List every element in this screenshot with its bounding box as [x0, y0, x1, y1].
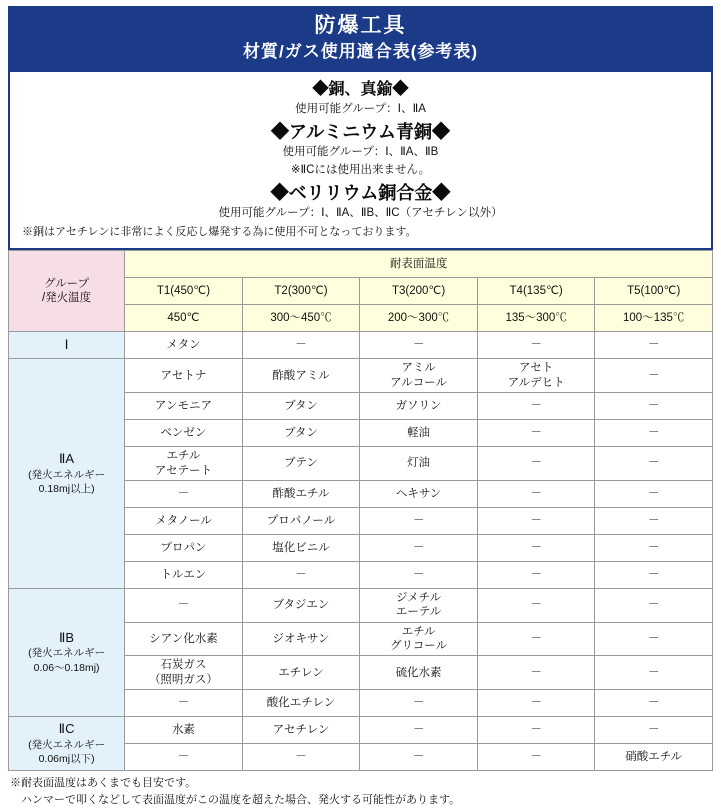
group-energy-note: (発火エネルギー 0.06〜0.18mj)	[28, 647, 106, 674]
table-cell: －	[595, 690, 713, 717]
table-cell: －	[477, 622, 595, 656]
footnote-line-2: ハンマーで叩くなどして表面温度がこの温度を超えた場合、発火する可能性があります。	[21, 793, 461, 806]
table-cell: －	[595, 420, 713, 447]
note-heading: ◆ベリリウム銅合金◆	[270, 182, 451, 203]
note-block-beryllium-copper	[20, 181, 701, 223]
temp-range-header: 450℃	[125, 305, 243, 332]
temp-class-header: T2(300℃)	[242, 278, 360, 305]
table-cell: －	[477, 690, 595, 717]
table-cell: －	[360, 690, 478, 717]
temp-class-header: T4(135℃)	[477, 278, 595, 305]
table-cell: 酢酸エチル	[242, 480, 360, 507]
table-cell: －	[477, 420, 595, 447]
table-cell: －	[595, 588, 713, 622]
note-line: 使用可能グループ：Ⅰ、ⅡA	[295, 102, 426, 115]
temp-class-header: T5(100℃)	[595, 278, 713, 305]
material-notes	[8, 72, 713, 250]
note-block-copper-brass	[20, 79, 701, 118]
table-cell: －	[242, 332, 360, 359]
table-cell: 石炭ガス （照明ガス）	[125, 656, 243, 690]
table-cell: メタノール	[125, 507, 243, 534]
table-cell: ジメチル エーテル	[360, 588, 478, 622]
table-cell: －	[360, 744, 478, 771]
table-cell: －	[595, 656, 713, 690]
table-cell: －	[477, 588, 595, 622]
table-cell: アセト アルデヒト	[477, 359, 595, 393]
table-cell: 水素	[125, 717, 243, 744]
table-cell: エチレン	[242, 656, 360, 690]
table-header-row	[9, 251, 713, 278]
table-cell: －	[477, 393, 595, 420]
table-cell: －	[477, 534, 595, 561]
table-cell: －	[595, 393, 713, 420]
table-cell: 酢酸アミル	[242, 359, 360, 393]
table-cell: －	[477, 332, 595, 359]
table-cell: プロパン	[125, 534, 243, 561]
table-cell: －	[125, 588, 243, 622]
table-cell: －	[595, 717, 713, 744]
table-cell: ブタジエン	[242, 588, 360, 622]
table-cell: 硫化水素	[360, 656, 478, 690]
table-cell: －	[125, 480, 243, 507]
table-cell: ブタン	[242, 393, 360, 420]
group-label	[9, 332, 125, 359]
table-cell: －	[595, 332, 713, 359]
table-cell: エチル アセテート	[125, 447, 243, 481]
table-cell: －	[595, 447, 713, 481]
page-title: 防爆工具	[314, 14, 407, 37]
note-line: 使用可能グループ：Ⅰ、ⅡA、ⅡB	[282, 146, 439, 159]
table-cell: －	[595, 534, 713, 561]
table-row	[9, 332, 713, 359]
temp-class-header: T1(450℃)	[125, 278, 243, 305]
compatibility-table	[8, 250, 713, 771]
table-cell: シアン化水素	[125, 622, 243, 656]
table-cell: メタン	[125, 332, 243, 359]
group-label	[9, 588, 125, 716]
table-cell: ヘキサン	[360, 480, 478, 507]
table-cell: －	[477, 717, 595, 744]
note-line: 使用可能グループ：Ⅰ、ⅡA、ⅡB、ⅡC（アセチレン以外）	[218, 207, 503, 220]
note-block-aluminum-bronze	[20, 120, 701, 179]
table-cell: －	[477, 561, 595, 588]
temp-range-header: 200〜300℃	[360, 305, 478, 332]
table-cell: エチル グリコール	[360, 622, 478, 656]
group-name: ⅡC	[58, 721, 75, 737]
table-cell: 硝酸エチル	[595, 744, 713, 771]
table-cell: －	[125, 690, 243, 717]
note-line-restriction: ※ⅡCには使用出来ません。	[290, 163, 431, 176]
table-footnote	[8, 771, 713, 808]
temp-range-header: 135〜300℃	[477, 305, 595, 332]
table-cell: 酸化エチレン	[242, 690, 360, 717]
group-energy-note: (発火エネルギー 0.06mj以下)	[28, 738, 106, 765]
table-cell: －	[595, 622, 713, 656]
table-cell: 軽油	[360, 420, 478, 447]
table-cell: －	[477, 447, 595, 481]
table-cell: －	[360, 534, 478, 561]
note-heading: ◆アルミニウム青銅◆	[270, 122, 451, 143]
group-name: Ⅰ	[64, 337, 69, 353]
table-row	[9, 359, 713, 393]
table-cell: アミル アルコール	[360, 359, 478, 393]
table-cell: －	[477, 507, 595, 534]
table-cell: －	[125, 744, 243, 771]
table-cell: アセチレン	[242, 717, 360, 744]
table-cell: －	[242, 561, 360, 588]
temp-range-header: 100〜135℃	[595, 305, 713, 332]
table-row	[9, 588, 713, 622]
table-cell: －	[477, 480, 595, 507]
table-cell: －	[477, 656, 595, 690]
group-name: ⅡA	[59, 451, 75, 467]
page-subtitle: 材質/ガス使用適合表(参考表)	[242, 42, 479, 62]
table-cell: ジオキサン	[242, 622, 360, 656]
table-corner-label: グループ /発火温度	[9, 251, 125, 332]
group-energy-note: (発火エネルギー 0.18mj以上)	[28, 468, 106, 495]
header-banner	[8, 6, 713, 72]
table-cell: ブテン	[242, 447, 360, 481]
table-cell: －	[360, 717, 478, 744]
table-cell: －	[595, 480, 713, 507]
table-cell: 塩化ビニル	[242, 534, 360, 561]
table-cell: －	[477, 744, 595, 771]
temp-class-header: T3(200℃)	[360, 278, 478, 305]
table-cell: アンモニア	[125, 393, 243, 420]
table-cell: プロパノール	[242, 507, 360, 534]
note-heading: ◆銅、真鍮◆	[312, 81, 409, 99]
table-cell: ベンゼン	[125, 420, 243, 447]
table-cell: ガソリン	[360, 393, 478, 420]
table-cell: －	[360, 332, 478, 359]
table-group-header: 耐表面温度	[125, 251, 713, 278]
table-cell: ブタン	[242, 420, 360, 447]
table-cell: 灯油	[360, 447, 478, 481]
table-cell: トルエン	[125, 561, 243, 588]
temp-range-header: 300〜450℃	[242, 305, 360, 332]
group-label	[9, 359, 125, 589]
table-cell: －	[595, 359, 713, 393]
group-name: ⅡB	[59, 630, 75, 646]
table-cell: －	[360, 561, 478, 588]
table-cell: －	[242, 744, 360, 771]
footnote-line-1: ※耐表面温度はあくまでも目安です。	[10, 777, 197, 790]
note-footer-warning: ※銅はアセチレンに非常によく反応し爆発する為に使用不可となっております。	[22, 225, 417, 238]
table-cell: アセトナ	[125, 359, 243, 393]
group-label	[9, 717, 125, 771]
table-cell: －	[595, 561, 713, 588]
table-cell: －	[595, 507, 713, 534]
table-cell: －	[360, 507, 478, 534]
